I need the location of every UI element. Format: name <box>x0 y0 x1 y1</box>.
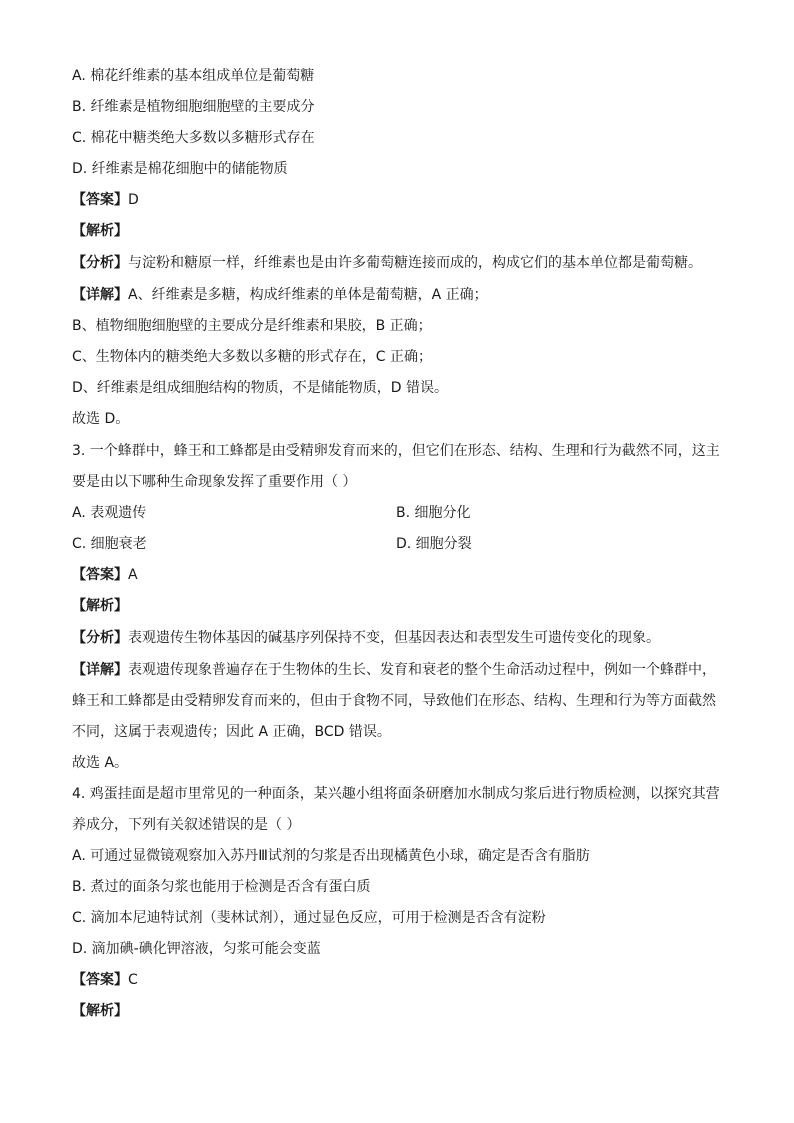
q2-answer <box>72 190 139 210</box>
q3-stem-line-2: 要是由以下哪种生命现象发挥了重要作用（ ） <box>72 474 357 490</box>
answer-value: C <box>128 972 138 988</box>
q4-answer <box>72 970 138 990</box>
answer-value: A <box>128 567 138 583</box>
q3-analysis-heading: 【解析】 <box>72 598 128 614</box>
q4-stem-line-2: 养成分，下列有关叙述错误的是（ ） <box>72 817 301 833</box>
q4-option-d: D. 滴加碘-碘化钾溶液，匀浆可能会变蓝 <box>72 941 321 957</box>
fenxi-label: 【分析】 <box>72 630 128 646</box>
xiangjie-label: 【详解】 <box>72 662 128 678</box>
q3-conclusion: 故选 A。 <box>72 755 129 771</box>
q3-option-b: B. 细胞分化 <box>396 505 471 521</box>
q4-stem-line-1: 4. 鸡蛋挂面是超市里常见的一种面条，某兴趣小组将面条研磨加水制成匀浆后进行物质检测，以探究其营 <box>72 786 720 802</box>
answer-label: 【答案】 <box>72 192 128 208</box>
q2-xiangjie-line-b: B、植物细胞细胞壁的主要成分是纤维素和果胶，B 正确； <box>72 318 432 334</box>
q2-xiangjie-line-d: D、纤维素是组成细胞结构的物质，不是储能物质，D 错误。 <box>72 380 449 396</box>
xiangjie-line: A、纤维素是多糖，构成纤维素的单体是葡萄糖，A 正确； <box>128 287 488 303</box>
fenxi-text: 与淀粉和糖原一样，纤维素也是由许多葡萄糖连接而成的，构成它们的基本单位都是葡萄糖。 <box>128 255 702 271</box>
q2-analysis-heading: 【解析】 <box>72 223 128 239</box>
q3-answer <box>72 565 138 585</box>
q2-xiangjie <box>72 285 488 305</box>
q3-option-c: C. 细胞衰老 <box>72 536 147 552</box>
q4-option-a: A. 可通过显微镜观察加入苏丹Ⅲ试剂的匀浆是否出现橘黄色小球，确定是否含有脂肪 <box>72 848 590 864</box>
q3-xiangjie <box>72 660 716 680</box>
q3-fenxi <box>72 628 660 648</box>
answer-value: D <box>128 192 139 208</box>
q4-option-b: B. 煮过的面条匀浆也能用于检测是否含有蛋白质 <box>72 879 371 895</box>
q4-analysis-heading: 【解析】 <box>72 1003 128 1019</box>
q2-xiangjie-line-c: C、生物体内的糖类绝大多数以多糖的形式存在，C 正确； <box>72 349 432 365</box>
xiangjie-label: 【详解】 <box>72 287 128 303</box>
xiangjie-line: 表观遗传现象普遍存在于生物体的生长、发育和衰老的整个生命活动过程中，例如一个蜂群中， <box>128 662 716 678</box>
q3-xiangjie-line-2: 蜂王和工蜂都是由受精卵发育而来的，但由于食物不同，导致他们在形态、结构、生理和行为等方面截然 <box>72 693 716 709</box>
q2-option-d: D. 纤维素是棉花细胞中的储能物质 <box>72 161 288 177</box>
q3-stem-line-1: 3. 一个蜂群中，蜂王和工蜂都是由受精卵发育而来的，但它们在形态、结构、生理和行为截然不同，这主 <box>72 443 720 459</box>
answer-label: 【答案】 <box>72 972 128 988</box>
q2-conclusion: 故选 D。 <box>72 411 130 427</box>
q3-option-d: D. 细胞分裂 <box>396 536 472 552</box>
q2-fenxi <box>72 253 702 273</box>
q4-option-c: C. 滴加本尼迪特试剂（斐林试剂），通过显色反应，可用于检测是否含有淀粉 <box>72 910 546 926</box>
q2-option-c: C. 棉花中糖类绝大多数以多糖形式存在 <box>72 130 315 146</box>
q2-option-b: B. 纤维素是植物细胞细胞壁的主要成分 <box>72 99 315 115</box>
q3-option-a: A. 表观遗传 <box>72 505 147 521</box>
fenxi-label: 【分析】 <box>72 255 128 271</box>
q2-option-a: A. 棉花纤维素的基本组成单位是葡萄糖 <box>72 68 315 84</box>
q3-xiangjie-line-3: 不同，这属于表观遗传；因此 A 正确，BCD 错误。 <box>72 724 391 740</box>
fenxi-text: 表观遗传生物体基因的碱基序列保持不变，但基因表达和表型发生可遗传变化的现象。 <box>128 630 660 646</box>
answer-label: 【答案】 <box>72 567 128 583</box>
